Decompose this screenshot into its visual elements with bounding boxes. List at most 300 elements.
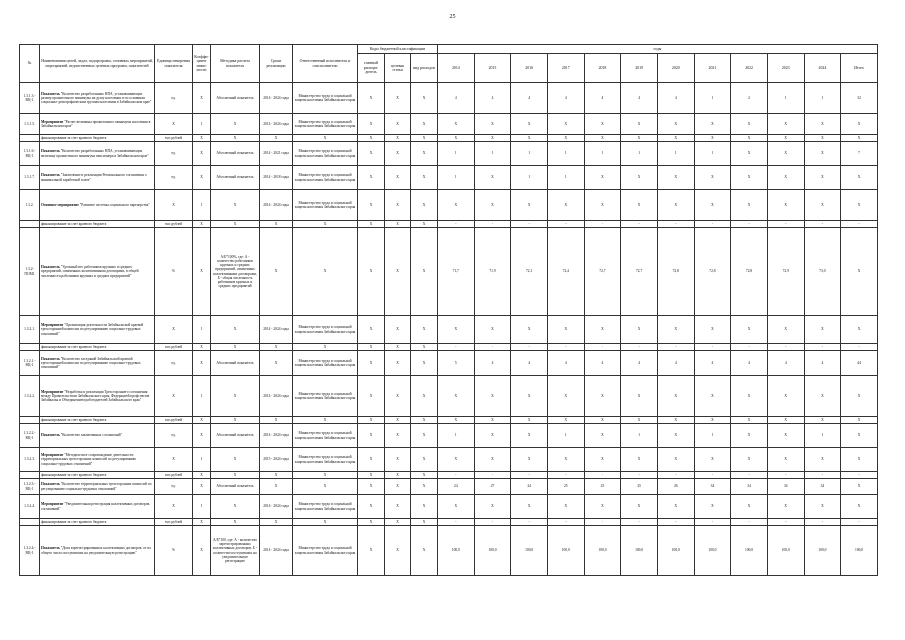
row-year-value: 73,0 [804,228,841,316]
row-number: 1.3.2.1. [20,316,40,344]
row-year-value: Х [694,114,731,135]
row-year-value: Х [547,448,584,472]
row-year-value: Х [731,316,768,344]
row-name [40,142,155,166]
row-year-value: Х [621,190,658,221]
row-weight: 1 [193,190,211,221]
row-year-value: Х [511,190,548,221]
row-year-value: Х [731,424,768,448]
row-year-value: - [584,519,621,526]
row-year-value: 100,0 [584,526,621,576]
row-year-value: 100,0 [694,526,731,576]
table-row [20,376,878,417]
row-year-value: - [657,472,694,479]
row-name [40,495,155,519]
row-year-value: Х [731,376,768,417]
row-year-value: Х [767,142,804,166]
row-year-value: Х [511,495,548,519]
row-year-value: Х [621,417,658,424]
row-year-value: 4 [694,351,731,376]
row-number [20,472,40,479]
row-name-text: "Организация деятельности Забайкальской краевой трехсторонней комиссии по регулированию социально-трудовых отношений" [41,323,144,336]
row-year-value: Х [657,448,694,472]
row-unit: тыс.рублей [155,135,193,142]
row-code-article: Х [385,316,411,344]
row-term: Х [260,417,293,424]
row-weight: 1 [193,448,211,472]
row-year-value: Х [767,495,804,519]
row-year-value: 100,0 [731,526,768,576]
row-number: 1.3.2.4. [20,495,40,519]
row-executor: Х [293,417,358,424]
row-year-value: Х [841,166,878,190]
row-year-value: Х [767,135,804,142]
row-code-expense: Х [411,221,438,228]
row-year-value: Х [657,417,694,424]
header-year-1: 2015 [474,54,511,83]
row-method: А/Б*100, где: А - количество зарегистрированных коллективных договоров, Б - количество поступивших на уведомительную регистрацию [211,526,260,576]
row-year-value: 72,8 [694,228,731,316]
row-lead-label: Мероприятие [41,502,64,507]
header-year-5: 2019 [621,54,658,83]
row-year-value: 4 [438,83,475,114]
row-method: Х [211,114,260,135]
table-row [20,424,878,448]
table-row [20,448,878,472]
row-year-value: Х [804,114,841,135]
row-method: Х [211,376,260,417]
row-weight: Х [193,351,211,376]
row-weight: Х [193,135,211,142]
row-lead-label: Мероприятие [41,119,64,124]
row-year-value: 72,4 [547,228,584,316]
row-year-value: - [438,221,475,228]
header-code-col-0: главный распоря-дитель [358,54,385,83]
header-code-col-2: вид расходов [411,54,438,83]
row-year-value: Х [438,190,475,221]
row-term: 2014 - 2024 годы [260,495,293,519]
row-year-value: Х [657,424,694,448]
row-lead-label: Основное мероприятие [41,202,79,207]
row-year-value: - [694,344,731,351]
table-row [20,221,878,228]
table-row [20,83,878,114]
row-year-value: 24 [511,479,548,495]
row-code-expense: Х [411,351,438,376]
row-code-chief: Х [358,376,385,417]
row-year-value: Х [804,376,841,417]
row-year-value: 24 [438,479,475,495]
row-year-value: 72,8 [657,228,694,316]
row-year-value: Х [547,316,584,344]
row-code-chief: Х [358,519,385,526]
header-num: № [20,45,40,83]
row-method: А/Б*100%, где: А - количество работников крупных и средних предприятий, охваченных коллективными договорами, Б - общая численность работников крупных и средних предприятий [211,228,260,316]
row-year-value: - [731,344,768,351]
header-codes: Коды бюджетной классификации [358,45,438,54]
row-method: Х [211,472,260,479]
row-year-value: - [657,519,694,526]
row-code-article: Х [385,479,411,495]
row-executor: Министерство труда и социальной защиты населения Забайкальского края [293,526,358,576]
row-year-value: 1 [694,424,731,448]
row-year-value: 1 [621,142,658,166]
row-year-value: Х [621,376,658,417]
row-unit: Х [155,376,193,417]
row-term: 2015 - 2024 годы [260,448,293,472]
row-code-article: Х [385,495,411,519]
row-method: Х [211,344,260,351]
row-year-value: Х [694,190,731,221]
row-number: 1.3.1.7. [20,166,40,190]
row-year-value: 34 [731,479,768,495]
row-term: Х [260,472,293,479]
row-year-value: - [621,221,658,228]
row-year-value: 1 [438,424,475,448]
row-weight: Х [193,166,211,190]
row-name-text: финансирование за счет краевого бюджета [41,135,107,140]
row-year-value: Х [474,417,511,424]
row-year-value: Х [694,448,731,472]
header-year-8: 2022 [731,54,768,83]
row-year-value: Х [438,495,475,519]
row-year-value: 1 [767,83,804,114]
row-year-value: - [804,344,841,351]
row-year-value: 4 [657,83,694,114]
row-code-chief: Х [358,351,385,376]
row-weight: Х [193,221,211,228]
row-year-value: Х [804,316,841,344]
row-number: 1.3.2.3. [20,448,40,472]
row-year-value: 2 [731,83,768,114]
row-number [20,135,40,142]
row-term: Х [260,519,293,526]
row-number: 1.3.2.4.- ВЦ-1 [20,526,40,576]
row-year-value: - [438,519,475,526]
table-row [20,228,878,316]
row-term: Х [260,351,293,376]
row-number: 1.3.2- ПОМ1 [20,228,40,316]
row-year-value: Х [694,376,731,417]
row-year-value: Х [841,495,878,519]
row-number: 1.3.2.3.- ВЦ-1 [20,479,40,495]
row-code-chief: Х [358,495,385,519]
row-year-value: 34 [804,479,841,495]
header-name: Наименования целей, задач, подпрограмм, основных мероприятий, мероприятий, ведомственных целевых программ, показателей [40,45,155,83]
row-lead-label: Показатель [41,482,60,487]
row-method: Х [211,316,260,344]
row-year-value: Х [547,135,584,142]
row-year-value: Х [767,417,804,424]
row-unit: Х [155,190,193,221]
row-code-expense: Х [411,417,438,424]
row-name-text: "Удельный вес работников крупных и средних предприятий, охваченных коллективными договорами, в общей численности работников крупных и средних предприятий" [41,265,139,278]
header-weight: Коэффи-циент значи-мости [193,45,211,83]
row-name-text: "Заключение и реализация Регионального соглашения о минимальной заработной плате" [41,173,147,182]
row-weight: Х [193,344,211,351]
row-year-value: Х [511,135,548,142]
row-name [40,344,155,351]
header-year-3: 2017 [547,54,584,83]
row-year-value: Х [767,448,804,472]
row-unit: тыс.рублей [155,221,193,228]
row-code-chief: Х [358,221,385,228]
row-year-value: Х [547,114,584,135]
row-code-chief: Х [358,83,385,114]
row-year-value: - [584,344,621,351]
row-code-expense: Х [411,472,438,479]
row-number: 1.3.1.6.- ВЦ-1 [20,142,40,166]
header-unit: Единица измерения показателя [155,45,193,83]
row-year-value: - [731,221,768,228]
row-executor: Министерство труда и социальной защиты населения Забайкальского края [293,376,358,417]
row-code-expense: Х [411,424,438,448]
row-year-value: - [694,472,731,479]
row-year-value: Х [474,166,511,190]
row-year-value: 1 [804,424,841,448]
row-code-article: Х [385,344,411,351]
row-code-chief: Х [358,344,385,351]
row-year-value: 4 [584,83,621,114]
table-row [20,316,878,344]
row-year-value: Х [584,495,621,519]
row-year-value: 4 [657,351,694,376]
row-code-expense: Х [411,316,438,344]
row-year-value: Х [841,417,878,424]
row-year-value: Х [841,479,878,495]
row-unit: Х [155,448,193,472]
row-method: Абсолютный показатель [211,166,260,190]
row-year-value: 72,7 [584,228,621,316]
table-row [20,495,878,519]
row-weight: 1 [193,114,211,135]
row-year-value: Х [804,190,841,221]
row-year-value: - [767,221,804,228]
row-year-value: Х [804,166,841,190]
row-weight: Х [193,83,211,114]
row-year-value: 100,0 [657,526,694,576]
row-year-value: 1 [438,166,475,190]
table-row [20,472,878,479]
row-unit: % [155,228,193,316]
row-year-value: - [474,221,511,228]
row-year-value: - [438,472,475,479]
row-term: 2014 - 2024 годы [260,376,293,417]
row-year-value: Х [584,114,621,135]
row-year-value: Х [547,190,584,221]
row-year-value: Х [584,316,621,344]
row-name [40,519,155,526]
row-unit: тыс.рублей [155,472,193,479]
row-year-value: Х [438,376,475,417]
row-code-chief: Х [358,424,385,448]
row-name [40,114,155,135]
row-year-value: Х [657,190,694,221]
row-year-value: Х [694,495,731,519]
row-code-chief: Х [358,135,385,142]
row-year-value: - [841,472,878,479]
row-term: Х [260,344,293,351]
page-number: 25 [449,14,456,20]
row-year-value: 1 [804,83,841,114]
row-unit: ед. [155,424,193,448]
row-year-value: Х [584,424,621,448]
row-code-expense: Х [411,479,438,495]
row-number: 1.3.2.2.- ВЦ-1 [20,424,40,448]
row-year-value: Х [767,376,804,417]
row-year-value: Х [621,316,658,344]
row-lead-label: Мероприятие [41,389,64,394]
row-year-value: Х [584,135,621,142]
row-year-value: - [621,472,658,479]
row-code-article: Х [385,228,411,316]
row-term: Х [260,135,293,142]
row-year-value: Х [657,316,694,344]
row-year-value: 34 [694,479,731,495]
header-year-10: 2024 [804,54,841,83]
row-year-value: Х [694,135,731,142]
row-lead-label: Показатель [41,433,60,438]
row-code-article: Х [385,190,411,221]
row-name [40,166,155,190]
row-name [40,526,155,576]
row-year-value: 4 [474,83,511,114]
row-name-text: "Количество разработанных НПА, устанавливающих величину прожиточного минимума пенсионера в Забайкальском крае" [41,149,149,158]
row-name [40,479,155,495]
row-method: Абсолютный показатель [211,142,260,166]
header-year-7: 2021 [694,54,731,83]
row-year-value: 71,7 [438,228,475,316]
row-name [40,448,155,472]
row-name-text: финансирование за счет краевого бюджета [41,344,107,349]
row-name [40,424,155,448]
table-row [20,114,878,135]
row-year-value: Х [657,376,694,417]
row-method: Абсолютный показатель [211,479,260,495]
row-year-value: - [804,519,841,526]
row-year-value: 4 [804,351,841,376]
row-weight: Х [193,424,211,448]
row-year-value: 4 [547,351,584,376]
row-code-expense: Х [411,448,438,472]
row-lead-label: Показатель [41,546,60,551]
row-weight: Х [193,519,211,526]
header-term: Сроки реализации [260,45,293,83]
row-year-value: 4 [474,351,511,376]
row-year-value: - [767,344,804,351]
row-year-value: 1 [474,142,511,166]
row-method: Х [211,519,260,526]
row-year-value: 100,0 [474,526,511,576]
table-row [20,417,878,424]
row-name-text: "Расчет величины прожиточного минимума населения в Забайкальском крае" [41,119,151,128]
row-year-value: Х [584,190,621,221]
row-code-expense: Х [411,526,438,576]
row-year-value: 27 [474,479,511,495]
row-weight: Х [193,479,211,495]
row-weight: 1 [193,495,211,519]
row-year-value: Х [841,376,878,417]
row-number [20,344,40,351]
row-code-expense: Х [411,344,438,351]
row-code-chief: Х [358,142,385,166]
row-year-value: - [804,221,841,228]
row-year-value: 100,0 [804,526,841,576]
row-code-article: Х [385,526,411,576]
row-year-value: 4 [767,351,804,376]
row-code-chief: Х [358,448,385,472]
row-year-value: 100,0 [767,526,804,576]
row-term: Х [260,221,293,228]
row-year-value: - [657,344,694,351]
row-year-value: Х [547,376,584,417]
row-year-value: - [547,519,584,526]
table-row [20,190,878,221]
row-year-value: 4 [621,83,658,114]
header-executor: Ответственный исполнитель и соисполнители [293,45,358,83]
row-code-expense: Х [411,495,438,519]
row-year-value: - [511,472,548,479]
header-year-4: 2018 [584,54,621,83]
row-year-value: Х [841,228,878,316]
row-name [40,376,155,417]
row-year-value: Х [474,316,511,344]
row-code-article: Х [385,519,411,526]
row-year-value: Х [474,376,511,417]
row-year-value: 72,8 [731,228,768,316]
row-year-value: Х [731,190,768,221]
row-year-value: Х [474,495,511,519]
row-year-value: 100,0 [621,526,658,576]
row-code-article: Х [385,376,411,417]
row-year-value: Х [511,417,548,424]
header-year-11: Итого [841,54,878,83]
row-unit: тыс.рублей [155,417,193,424]
row-year-value: Х [804,417,841,424]
row-year-value: - [584,221,621,228]
row-code-article: Х [385,166,411,190]
row-year-value: 25 [621,479,658,495]
row-code-expense: Х [411,135,438,142]
row-year-value: 25 [584,479,621,495]
row-code-expense: Х [411,83,438,114]
row-unit: ед. [155,142,193,166]
row-code-chief: Х [358,479,385,495]
row-year-value: 72,1 [511,228,548,316]
row-year-value: - [474,519,511,526]
row-year-value: - [731,472,768,479]
row-code-chief: Х [358,166,385,190]
row-year-value: - [841,344,878,351]
row-unit: ед. [155,351,193,376]
row-year-value: Х [804,135,841,142]
row-year-value: 25 [547,479,584,495]
row-year-value: Х [767,114,804,135]
row-code-article: Х [385,114,411,135]
row-year-value: 34 [767,479,804,495]
row-year-value: 1 [694,142,731,166]
row-code-expense: Х [411,114,438,135]
row-code-chief: Х [358,114,385,135]
row-year-value: Х [731,135,768,142]
row-year-value: Х [804,448,841,472]
row-year-value: 26 [657,479,694,495]
row-code-chief: Х [358,417,385,424]
row-year-value: 1 [511,166,548,190]
row-year-value: Х [511,424,548,448]
row-lead-label: Показатель [41,265,60,270]
row-number [20,519,40,526]
